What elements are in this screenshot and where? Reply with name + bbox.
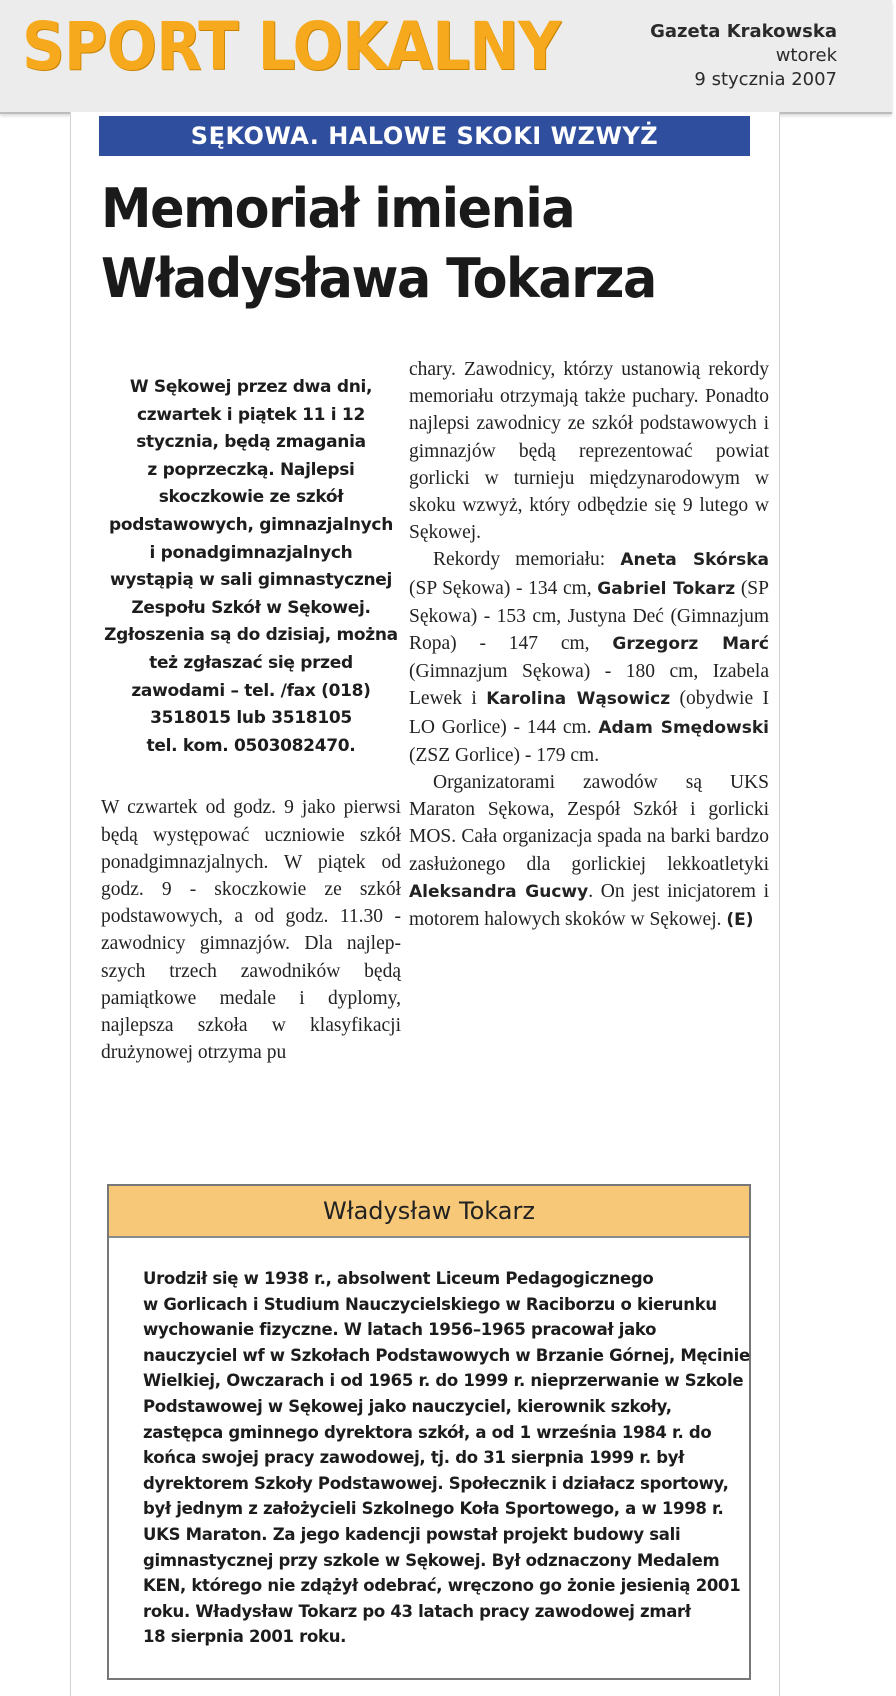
bio-line: UKS Maraton. Za jego kadencji powstał projekt budowy sali [143, 1524, 681, 1544]
record-detail: (ZSZ Gorlice) - 179 cm. [409, 744, 600, 766]
lead-line: podstawowych, gimnazjalnych [108, 514, 394, 535]
bio-line: nauczyciel wf w Szkołach Podstawowych w Brzanie Górnej, Męcinie [143, 1345, 750, 1365]
athlete-name: Grzegorz Marć [612, 634, 769, 655]
lead-line: wystąpią w sali gimnastycznej [109, 570, 393, 591]
article-paragraph: chary. Zawodnicy, którzy ustanowią rekordy memoriału otrzymają także puchary. Ponadto najlepsi zawodnicy ze szkół podstawowych i gimnazjów będą reprezentować powiat gorlicki w turnieju międzynarodowym w skoku wzwyż, który odbędzie się 9 lutego w Sękowej. [409, 359, 769, 544]
newspaper-clipping [70, 112, 780, 1696]
weekday: wtorek [775, 45, 837, 66]
organizers-paragraph [409, 769, 769, 934]
article-kicker: SĘKOWA. HALOWE SKOKI WZWYŻ [99, 116, 750, 156]
article-lead [101, 374, 401, 760]
biography-box [107, 1184, 751, 1680]
section-title: SPORT LOKALNY [22, 8, 561, 85]
lead-line: tel. kom. 0503082470. [146, 735, 356, 756]
bio-line: roku. Władysław Tokarz po 43 latach pracy zawodowej zmarł [143, 1601, 691, 1621]
lead-line: W Sękowej przez dwa dni, [129, 377, 373, 397]
bio-line: Podstawowej w Sękowej jako nauczyciel, kierownik szkoły, [143, 1396, 672, 1416]
biography-title: Władysław Tokarz [109, 1186, 749, 1238]
record-detail: (SP Sękowa) - 153 cm, Justyna Deć (Gimnazjum Ropa) - 147 cm, [409, 577, 769, 655]
bio-line: w Gorlicach i Studium Nauczycielskiego w Raciborzu o kierunku [143, 1294, 717, 1314]
bio-line: KEN, którego nie zdążył odebrać, wręczono go żonie jesienią 2001 [143, 1576, 741, 1596]
headline-line: Memoriał imienia [101, 177, 575, 240]
bio-line: wychowanie fizyczne. W latach 1956–1965 pracował jako [143, 1320, 657, 1340]
records-paragraph [409, 546, 769, 769]
athlete-name: Karolina Wąsowicz [486, 689, 671, 710]
organizers-text: Organizatorami zawodów są UKS Maraton Sękowa, Zespół Szkół i gorlicki MOS. Cała organizacja spada na barki bardzo zasłużonego dla gorlickiej lekkoatletyki [409, 772, 769, 875]
bio-line: 18 sierpnia 2001 roku. [143, 1627, 347, 1647]
lead-line: Zgłoszenia są do dzisiaj, można [104, 625, 398, 646]
bio-line: gimnastycznej przy szkole w Sękowej. Był odznaczony Medalem [143, 1550, 720, 1570]
publication-info [650, 20, 837, 92]
left-column [101, 374, 401, 1066]
lead-line: skoczkowie ze szkół [158, 487, 344, 508]
lead-line: 3518015 lub 3518105 [150, 708, 352, 729]
right-column [409, 356, 769, 934]
bio-line: końca swojej pracy zawodowej, tj. do 31 sierpnia 1999 r. był [143, 1448, 685, 1468]
athlete-name: Adam Smędowski [598, 717, 769, 738]
masthead [0, 0, 892, 114]
bio-line: zastępca gminnego dyrektora szkół, a od 1 września 1984 r. do [143, 1422, 712, 1442]
article-headline [101, 174, 721, 314]
bio-line: dyrektorem Szkoły Podstawowej. Społecznik i działacz sportowy, [143, 1473, 729, 1493]
lead-line: i ponadgimnazjalnych [149, 542, 353, 563]
bio-line: był jednym z założycieli Szkolnego Koła Sportowego, a w 1998 r. [143, 1499, 724, 1519]
lead-line: z poprzeczką. Najlepsi [147, 459, 355, 480]
lead-line: zawodami – tel. /fax (018) [131, 680, 371, 701]
lead-line: też zgłaszać się przed [149, 652, 353, 673]
newspaper-name: Gazeta Krakowska [650, 21, 837, 42]
issue-date: 9 stycznia 2007 [694, 69, 837, 90]
lead-line: stycznia, będą zmagania [136, 432, 366, 453]
bio-line: Wielkiej, Owczarach i od 1965 r. do 1999 r. nieprzerwanie w Szkole [143, 1371, 744, 1391]
athlete-name: Gabriel Tokarz [597, 578, 736, 599]
lead-line: Zespołu Szkół w Sękowej. [131, 597, 371, 618]
organizer-name: Aleksandra Gucwy [409, 881, 589, 902]
record-detail: (Gimnazjum Sękowa) - 180 cm, Izabela Lewek i [409, 661, 769, 710]
article-paragraph: W czwartek od godz. 9 jako pierwsi będą występować uczniowie szkół ponadgimnazjalnych. W piątek od godz. 9 - skoczkowie ze szkół podstawowych, a od godz. 11.30 - zawodnicy gimnazjów. Dla najlepszych trzech zawodników będą pamiątkowe medale i dyplomy, najlepsza szkoła w klasyfikacji drużynowej otrzyma pu [101, 797, 401, 1064]
organizers-tail: . On jest inicjatorem i motorem halowych skoków w Sękowej. [409, 880, 769, 931]
headline-line: Władysława Tokarza [101, 247, 656, 310]
lead-line: czwartek i piątek 11 i 12 [137, 404, 365, 425]
records-intro: Rekordy memoriału: [433, 549, 621, 571]
author-signature: (E) [726, 910, 754, 931]
biography-text [109, 1238, 749, 1650]
bio-line: Urodził się w 1938 r., absolwent Liceum Pedagogicznego [143, 1269, 654, 1288]
record-detail: (SP Sękowa) - 134 cm, [409, 577, 598, 599]
record-detail: (obydwie I LO Gorlice) - 144 cm. [409, 688, 769, 738]
athlete-name: Aneta Skórska [620, 550, 769, 571]
